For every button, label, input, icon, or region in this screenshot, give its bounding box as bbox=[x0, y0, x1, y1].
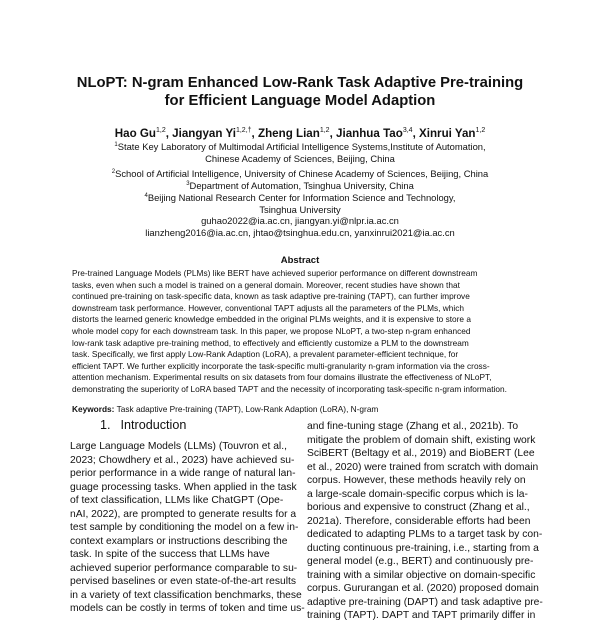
abstract-line: distorts the learned generic knowledge embedded in the original PLMs weights, and it is expensive to store a bbox=[72, 314, 471, 325]
body-line: guage processing tasks. When applied in the task bbox=[70, 481, 297, 493]
abstract-line: attention mechanism. Experimental results on six datasets from four domains illustrate the effectiveness of NLoPT, bbox=[72, 372, 492, 383]
abstract-line: task. Specifically, we first apply Low-Rank Adaption (LoRA), a prevalent parameter-efficient technique, for bbox=[72, 349, 459, 360]
author-emails: guhao2022@ia.ac.cn, jiangyan.yi@nlpr.ia.ac.cn bbox=[201, 215, 399, 226]
abstract-line: continued pre-training on task-specific data, known as task adaptive pre-training (TAPT), can further improve bbox=[72, 291, 470, 302]
affiliation-line: $^1$State Key Laboratory of Multimodal Artificial Intelligence Systems,Institute of Automation, bbox=[114, 141, 486, 153]
abstract-body bbox=[72, 268, 528, 396]
author-emails: lianzheng2016@ia.ac.cn, jhtao@tsinghua.edu.cn, yanxinrui2021@ia.ac.cn bbox=[145, 227, 455, 238]
body-line: adaptive pre-training (DAPT) and task adaptive pre- bbox=[307, 596, 543, 608]
paper-title-line-1: NLoPT: N-gram Enhanced Low-Rank Task Adaptive Pre-training bbox=[76, 75, 524, 91]
body-line: task. In spite of the success that LLMs have bbox=[70, 549, 270, 560]
body-line: borious and expensive to construct (Zhang et al., bbox=[307, 502, 530, 513]
author-name: Jiangyan Yi bbox=[172, 126, 236, 140]
body-line: training (TAPT). DAPT and TAPT primarily differ in bbox=[307, 610, 536, 621]
abstract-line: whole model copy for each downstream task. In this paper, we propose NLoPT, a two-step n-gram enhanced bbox=[72, 325, 471, 336]
keywords-label: Keywords: bbox=[72, 404, 115, 414]
author-name: Jianhua Tao bbox=[336, 126, 403, 140]
author-name: Hao Gu bbox=[114, 126, 156, 140]
abstract-line: tasks, even when such a model is trained on a general domain. Moreover, recent studies have shown that bbox=[72, 279, 460, 290]
author-affiliation-marker: 1,2 bbox=[319, 127, 330, 134]
body-line: 2021a). Therefore, considerable efforts had been bbox=[307, 515, 531, 527]
affiliation-line: Tsinghua University bbox=[259, 204, 341, 216]
body-line: of text classification, LLMs like ChatGPT (Ope- bbox=[70, 495, 284, 506]
body-line: training with a similar objective on domain-specific bbox=[307, 569, 536, 581]
keywords bbox=[72, 404, 528, 415]
body-line: a large-scale domain-specific corpus which is la- bbox=[307, 488, 528, 500]
author-list: Hao Gu$^{1,2}$, Jiangyan $Yi^{1,2,\dagger}$, Zheng Lian$^{1,2}$, Jianhua Tao$^{3,4}$, Xinrui Yan$^{1,2}$ bbox=[114, 126, 486, 140]
keywords-text: Task adaptive Pre-training (TAPT), Low-Rank Adaption (LoRA), N-gram bbox=[116, 404, 379, 414]
body-line: et al., 2020) were trained from scratch with domain bbox=[307, 461, 539, 473]
affiliation-line: $^4$Beijing National Research Center for Information Science and Technology, bbox=[144, 192, 456, 204]
body-line: and fine-tuning stage (Zhang et al., 2021b). To bbox=[307, 421, 519, 432]
author-name: Zheng Lian bbox=[258, 126, 320, 140]
body-line: ducting continuous pre-training, i.e., starting from a bbox=[307, 542, 539, 554]
body-line: in a variety of text classification benchmarks, these bbox=[70, 589, 302, 601]
author-name: Xinrui Yan bbox=[419, 126, 476, 140]
abstract-line: demonstrating the superiority of LoRA based TAPT and the necessity of incorporating task-specific n-gram information. bbox=[72, 383, 507, 394]
body-line: perior performance in a wide range of natural lan- bbox=[70, 468, 296, 479]
body-line: dedicated to adapting PLMs to a target task by con- bbox=[307, 529, 543, 540]
author-affiliation-marker: 1,2 bbox=[155, 127, 166, 134]
affiliation-line: $^3$Department of Automation, Tsinghua University, China bbox=[186, 180, 414, 192]
affiliation-line: $^2$School of Artificial Intelligence, University of Chinese Academy of Sciences, Beijing, China bbox=[111, 168, 489, 180]
author-affiliation-marker: 1,2 bbox=[475, 127, 486, 134]
abstract-line: downstream task performance. However, conventional TAPT adjusts all the parameters of the PLMs, which bbox=[72, 302, 464, 313]
abstract-line: low-rank task adaptive pre-training method, to effectively and efficiently customize a PLM to the downstream bbox=[72, 337, 469, 348]
body-line: nAI, 2022), are prompted to generate results for a bbox=[70, 508, 297, 520]
section-title: Introduction bbox=[120, 418, 187, 432]
body-line: models can be costly in terms of token and time us- bbox=[70, 603, 305, 614]
left-column-text bbox=[70, 440, 305, 616]
body-line: test sample by conditioning the model on a few in- bbox=[70, 522, 299, 533]
section-heading-introduction bbox=[100, 418, 186, 432]
section-number: 1. bbox=[100, 418, 111, 432]
author-affiliation-marker: 1,2,† bbox=[235, 127, 252, 134]
body-line: 2023; Chowdhery et al., 2023) have achieved su- bbox=[70, 454, 295, 466]
paper-title-line-2: for Efficient Language Model Adaption bbox=[164, 93, 436, 109]
body-line: mitigate the problem of domain shift, existing work bbox=[307, 434, 536, 446]
abstract-line: Pre-trained Language Models (PLMs) like BERT have achieved superior performance on different downstream bbox=[72, 268, 478, 278]
body-line: pervised baselines or even state-of-the-art results bbox=[70, 576, 297, 587]
right-column-text bbox=[307, 420, 543, 623]
body-line: SciBERT (Beltagy et al., 2019) and BioBERT (Lee bbox=[307, 448, 535, 459]
body-line: achieved superior performance comparable to su- bbox=[70, 562, 298, 574]
body-line: general model (e.g., BERT) and continuously pre- bbox=[307, 556, 534, 567]
affiliation-line: Chinese Academy of Sciences, Beijing, China bbox=[205, 153, 395, 165]
abstract-line: efficient TAPT. We further explicitly incorporate the task-specific multi-granularity n-gram information via the cross- bbox=[72, 360, 490, 371]
body-line: Large Language Models (LLMs) (Touvron et al., bbox=[70, 441, 287, 452]
body-line: corpus. Gururangan et al. (2020) proposed domain bbox=[307, 583, 539, 594]
body-line: context examplars or instructions describing the bbox=[70, 535, 288, 547]
abstract-heading: Abstract bbox=[280, 255, 320, 266]
body-line: corpus. However, these methods heavily rely on bbox=[307, 475, 526, 486]
author-affiliation-marker: 3,4 bbox=[402, 127, 413, 134]
